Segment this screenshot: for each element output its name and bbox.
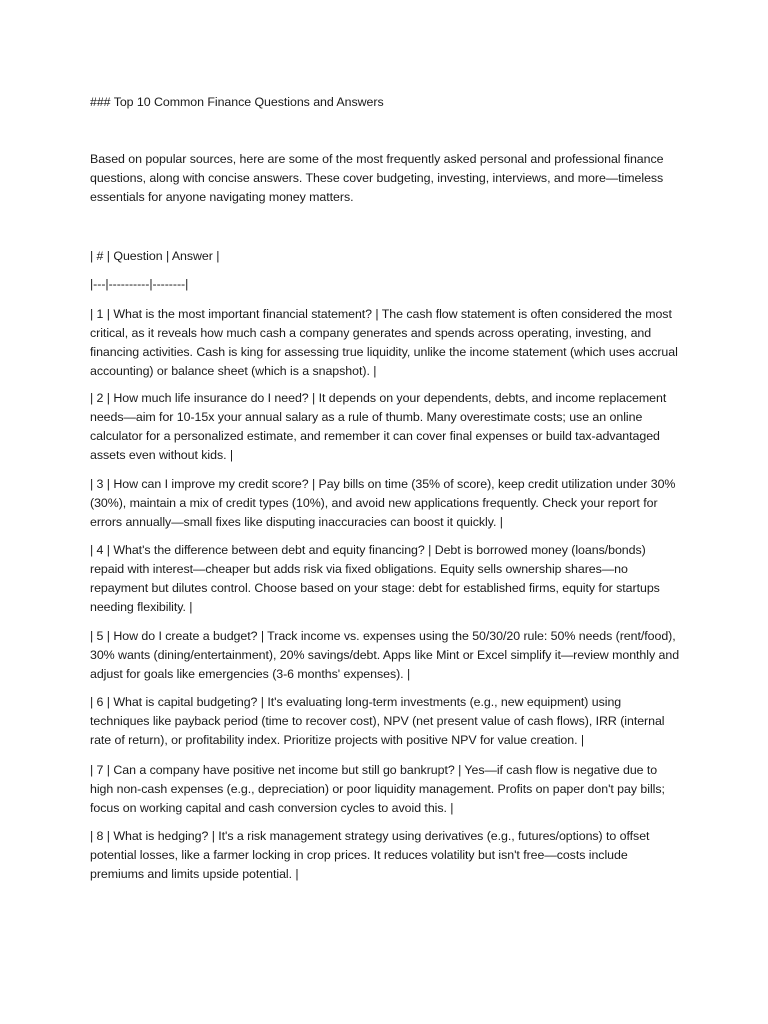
table-row: | 2 | How much life insurance do I need? | It depends on your dependents, debts, and income replacement needs—aim for 10-15x your annual salary as a rule of thumb. Many overestimate costs; use an online calculator for a personalized estimate, and remember it can cover final expenses or build tax-advantaged assets even without kids. | [90,391,667,462]
table-row: | 3 | How can I improve my credit score? | Pay bills on time (35% of score), keep credit utilization under 30% (30%), maintain a mix of credit types (10%), and avoid new applications frequently. Check your report for errors annually—small fixes like disputing inaccuracies can boost it quickly. | [90,477,676,529]
table-row: | 5 | How do I create a budget? | Track income vs. expenses using the 50/30/20 rule: 50% needs (rent/food), 30% wants (dining/entertainment), 20% savings/debt. Apps like Mint or Excel simplify it—review monthly and adjust for goals like emergencies (3-6 months' expenses). | [90,629,680,681]
table-header-row: | # | Question | Answer | [90,249,220,263]
intro-paragraph: Based on popular sources, here are some of the most frequently asked personal and professional finance questions, along with concise answers. These cover budgeting, investing, interviews, and more—timeless essentials for anyone navigating money matters. [90,152,664,204]
table-row: | 4 | What's the difference between debt and equity financing? | Debt is borrowed money (loans/bonds) repaid with interest—cheaper but adds risk via fixed obligations. Equity sells ownership shares—no repayment but dilutes control. Choose based on your stage: debt for established firms, equity for startups needing flexibility. | [90,543,660,614]
table-row: | 1 | What is the most important financial statement? | The cash flow statement is often considered the most critical, as it reveals how much cash a company generates and spends across operating, investing, and financing activities. Cash is king for assessing true liquidity, unlike the income statement (which uses accrual accounting) or balance sheet (which is a snapshot). | [90,307,678,378]
table-row: | 6 | What is capital budgeting? | It's evaluating long-term investments (e.g., new equipment) using techniques like payback period (time to recover cost), NPV (net present value of cash flows), IRR (internal rate of return), or profitability index. Prioritize projects with positive NPV for value creation. | [90,695,665,747]
table-row: | 7 | Can a company have positive net income but still go bankrupt? | Yes—if cash flow is negative due to high non-cash expenses (e.g., depreciation) or poor liquidity management. Profits on paper don't pay bills; focus on working capital and cash conversion cycles to avoid this. | [90,763,665,815]
table-separator-row: |---|----------|--------| [90,277,189,291]
table-row: | 8 | What is hedging? | It's a risk management strategy using derivatives (e.g., futures/options) to offset potential losses, like a farmer locking in crop prices. It reduces volatility but isn't free—costs include premiums and limits upside potential. | [90,829,650,881]
document-heading: ### Top 10 Common Finance Questions and Answers [90,95,384,109]
